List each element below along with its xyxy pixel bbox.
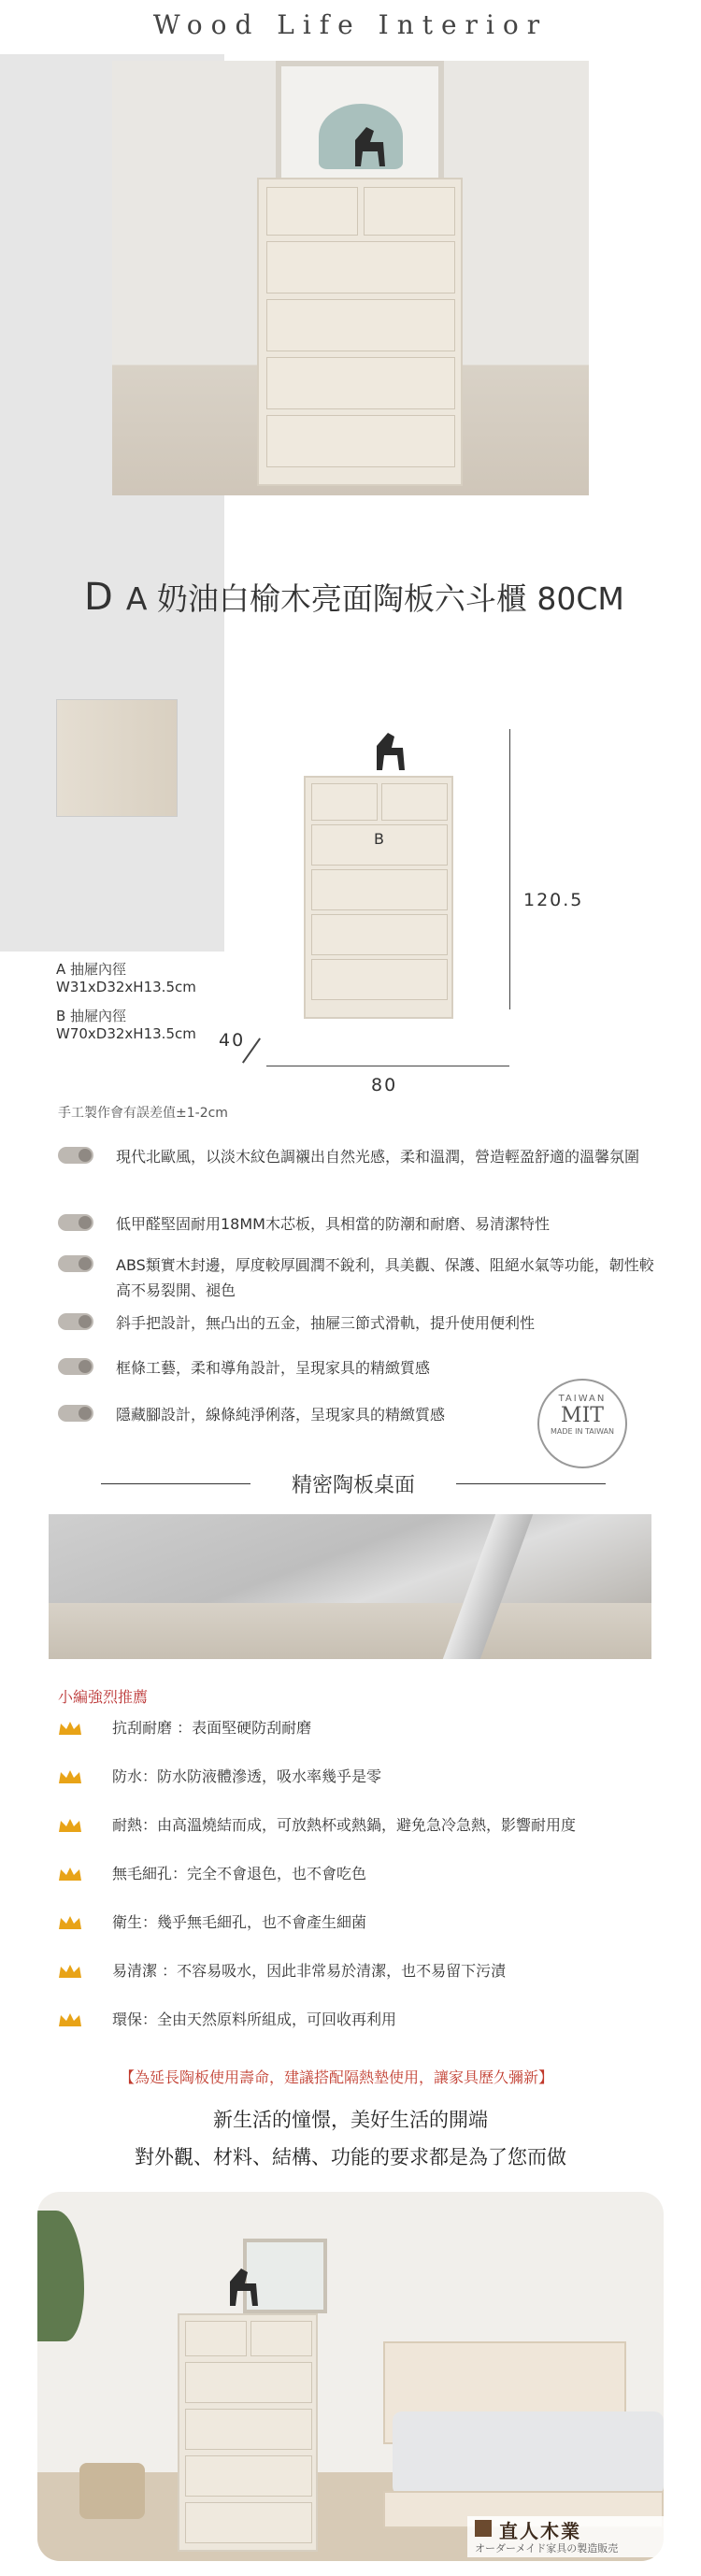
room-plant bbox=[37, 2211, 84, 2341]
toggle-icon bbox=[58, 1405, 93, 1422]
drawer-a-spec bbox=[56, 961, 196, 996]
title-prefix: D bbox=[84, 576, 113, 619]
recommend-text: 耐熱：由高溫燒結而成，可放熱杯或熱鍋，避免急冷急熱，影響耐用度 bbox=[112, 1816, 577, 1834]
recommend-text: 衛生：幾乎無毛細孔，也不會產生細菌 bbox=[112, 1913, 367, 1931]
mit-bottom: MADE IN TAIWAN bbox=[550, 1427, 615, 1436]
mit-top: TAIWAN bbox=[558, 1394, 607, 1404]
recommend-text: 無毛細孔：完全不會退色，也不會吃色 bbox=[112, 1865, 367, 1882]
feature-text: 隱藏腳設計，線條純淨俐落，呈現家具的精緻質感 bbox=[116, 1406, 446, 1424]
company-logo bbox=[467, 2516, 664, 2557]
hero-product-photo bbox=[112, 61, 589, 495]
recommend-item bbox=[58, 1814, 656, 1842]
crown-icon bbox=[58, 1964, 82, 1979]
crown-icon bbox=[58, 1721, 82, 1736]
drawer-a-label: A 抽屜內徑 bbox=[56, 961, 127, 978]
crown-icon bbox=[58, 2012, 82, 2027]
slogan-line-1: 新生活的憧憬，美好生活的開端 bbox=[213, 2109, 488, 2131]
section-heading bbox=[101, 1469, 606, 1497]
width-value: 80 bbox=[371, 1075, 398, 1095]
room-dresser bbox=[178, 2313, 318, 2552]
height-dimension-line bbox=[509, 729, 510, 1009]
recommend-text: 防水：防水防液體滲透，吸水率幾乎是零 bbox=[112, 1767, 382, 1785]
height-value: 120.5 bbox=[523, 890, 584, 910]
depth-value: 40 bbox=[219, 1030, 246, 1051]
toggle-icon bbox=[58, 1147, 93, 1164]
drawer-b-label: B 抽屜內徑 bbox=[56, 1008, 127, 1024]
feature-item bbox=[58, 1211, 656, 1249]
drawer-b-size: W70xD32xH13.5cm bbox=[56, 1025, 196, 1042]
mit-badge bbox=[537, 1379, 627, 1468]
horse-figurine bbox=[346, 122, 393, 178]
section-title: 精密陶板桌面 bbox=[291, 1474, 415, 1497]
toggle-icon bbox=[58, 1214, 93, 1231]
mit-mid: MIT bbox=[561, 1404, 604, 1427]
toggle-icon bbox=[58, 1313, 93, 1330]
room-horse-figurine bbox=[222, 2265, 264, 2315]
logo-mark bbox=[475, 2520, 492, 2537]
crown-icon bbox=[58, 1915, 82, 1930]
drawer-b-spec bbox=[56, 1008, 196, 1043]
slogan-line-2: 對外觀、材料、結構、功能的要求都是為了您而做 bbox=[135, 2146, 566, 2168]
recommend-heading: 小編強烈推薦 bbox=[58, 1688, 149, 1706]
recommend-item bbox=[58, 1863, 656, 1891]
drawer-b-marker: B bbox=[374, 830, 384, 848]
title-text: A 奶油白榆木亮面陶板六斗櫃 80CM bbox=[125, 580, 624, 617]
recommend-text: 易清潔 ：不容易吸水，因此非常易於清潔，也不易留下污漬 bbox=[112, 1962, 507, 1980]
feature-item bbox=[58, 1144, 656, 1196]
recommend-text: 抗刮耐磨 ：表面堅硬防刮耐磨 bbox=[112, 1719, 312, 1737]
drawer-detail-photo bbox=[56, 699, 178, 817]
recommend-text: 環保：全由天然原料所組成，可回收再利用 bbox=[112, 2011, 397, 2028]
brand-title: Wood Life Interior bbox=[152, 9, 549, 40]
room-bed-linen bbox=[393, 2411, 664, 2496]
room-basket bbox=[79, 2463, 145, 2519]
feature-text: 現代北歐風，以淡木紋色調襯出自然光感，柔和溫潤，營造輕盈舒適的溫馨氛圍 bbox=[116, 1148, 640, 1166]
feature-text: 框條工藝，柔和導角設計，呈現家具的精緻質感 bbox=[116, 1359, 431, 1377]
feature-text: 低甲醛堅固耐用18MM木芯板，具相當的防潮和耐磨、易清潔特性 bbox=[116, 1215, 550, 1233]
recommend-item bbox=[58, 1766, 656, 1794]
drawer-a-size: W31xD32xH13.5cm bbox=[56, 979, 196, 995]
diagram-dresser bbox=[304, 776, 453, 1019]
feature-text: 斜手把設計，無凸出的五金，抽屜三節式滑軌，提升使用便利性 bbox=[116, 1314, 536, 1332]
logo-subtitle: オーダーメイド家具の製造販売 bbox=[475, 2542, 619, 2555]
product-title bbox=[84, 575, 624, 619]
feature-item bbox=[58, 1252, 656, 1305]
recommend-item bbox=[58, 1717, 656, 1745]
usage-warning: 【為延長陶板使用壽命，建議搭配隔熱墊使用，讓家具歷久彌新】 bbox=[120, 2068, 554, 2086]
recommend-item bbox=[58, 2009, 656, 2037]
feature-text: ABS類實木封邊，厚度較厚圓潤不銳利，具美觀、保護、阻絕水氣等功能，韌性較高不易裂開、褪色 bbox=[116, 1256, 654, 1299]
recommend-item bbox=[58, 1911, 656, 1939]
toggle-icon bbox=[58, 1255, 93, 1272]
room-photo bbox=[37, 2192, 664, 2561]
logo-name: 直人木業 bbox=[499, 2520, 581, 2542]
crown-icon bbox=[58, 1818, 82, 1833]
crown-icon bbox=[58, 1867, 82, 1882]
tolerance-note: 手工製作會有誤差值±1-2cm bbox=[58, 1106, 228, 1121]
recommend-item bbox=[58, 1960, 656, 1988]
hero-dresser bbox=[257, 178, 463, 486]
divider-right bbox=[456, 1483, 606, 1484]
diagram-horse-figurine bbox=[369, 729, 410, 780]
crown-icon bbox=[58, 1769, 82, 1784]
ceramic-top-photo bbox=[49, 1514, 651, 1659]
toggle-icon bbox=[58, 1358, 93, 1375]
feature-item bbox=[58, 1310, 656, 1348]
